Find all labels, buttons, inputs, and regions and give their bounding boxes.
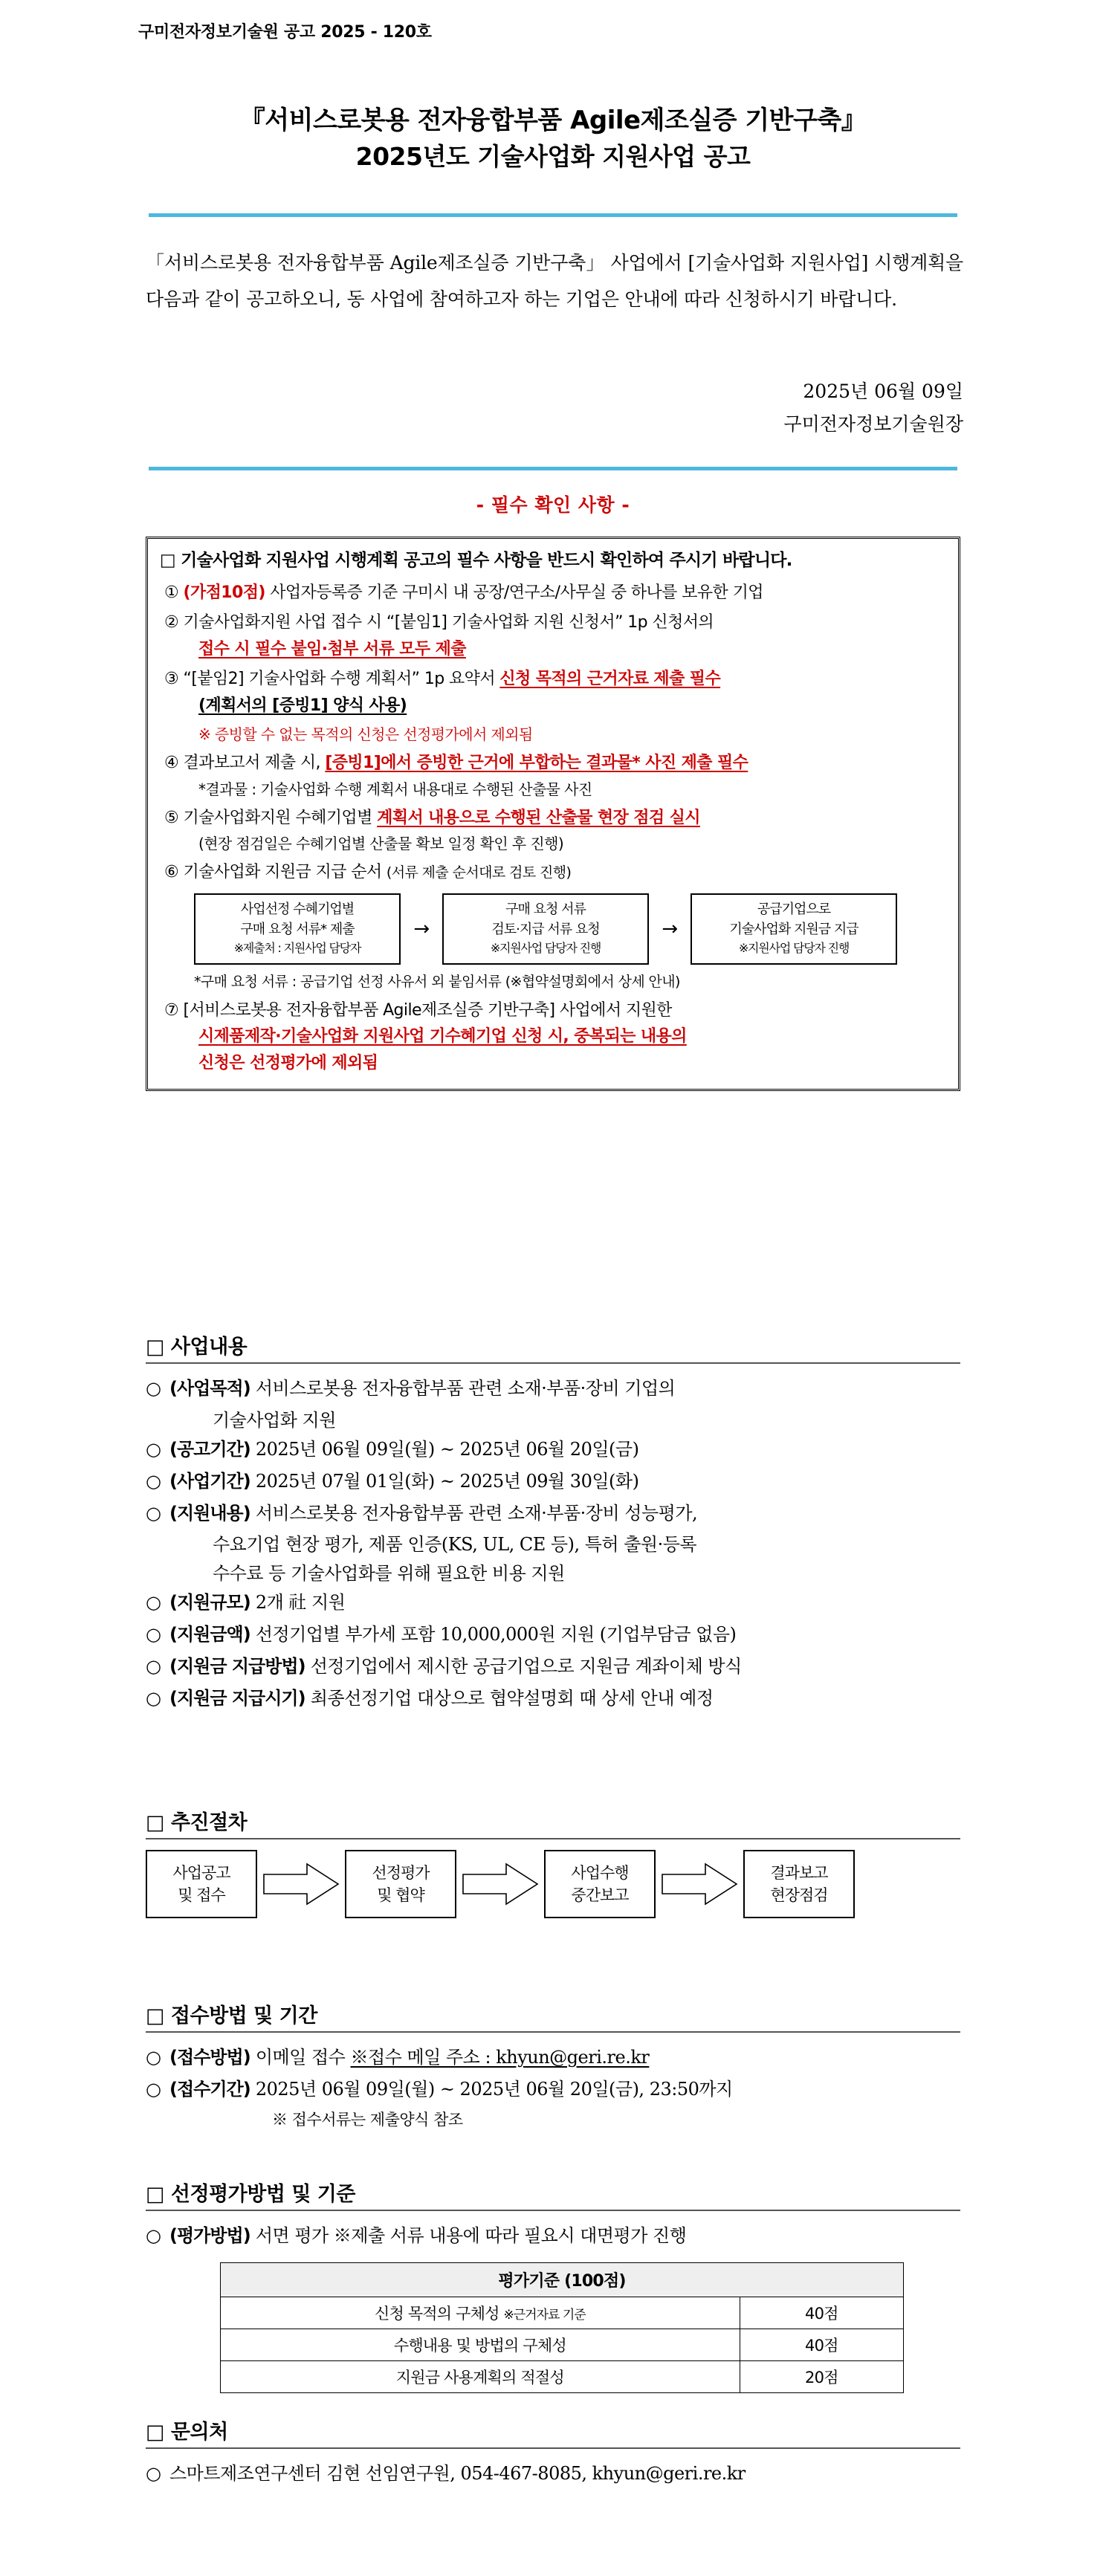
application-method-text: 이메일 접수 xyxy=(250,2047,351,2068)
business-item-payment-timing-body xyxy=(169,1684,960,1713)
payment-flow-step-3 xyxy=(691,893,897,965)
business-section-heading xyxy=(146,1330,960,1364)
section-checkbox-icon: □ xyxy=(146,2421,165,2444)
criteria-name-2: 수행내용 및 방법의 구체성 xyxy=(221,2329,740,2360)
criteria-score-1: 40점 xyxy=(740,2297,903,2329)
essential-item-5 xyxy=(164,805,946,856)
business-item-support-content-label: (지원내용) xyxy=(169,1502,250,1524)
item-1-text: 사업자등록증 기준 구미시 내 공장/연구소/사무실 중 하나를 보유한 기업 xyxy=(265,583,763,602)
checkbox-icon: □ xyxy=(160,551,175,570)
announcement-number: 구미전자정보기술원 공고 2025 - 120호 xyxy=(138,23,432,42)
evaluation-method-text: 서면 평가 ※제출 서류 내용에 따라 필요시 대면평가 진행 xyxy=(250,2225,687,2246)
payment-step-3-line-1: 공급기업으로 xyxy=(757,901,831,917)
contact-item xyxy=(146,2459,960,2488)
bullet-icon: ○ xyxy=(146,2225,161,2246)
evaluation-method-label: (평가방법) xyxy=(169,2225,250,2246)
procedure-arrow-2-icon xyxy=(456,1863,544,1906)
criteria-name-1-note: ※근거자료 기준 xyxy=(503,2307,586,2323)
business-item-project-period-body xyxy=(169,1467,960,1496)
essential-checklist-box xyxy=(146,537,960,1091)
item-6-footnote: *구매 요청 서류 : 공급기업 선정 사유서 외 붙임서류 (※협약설명회에서 상세 안내) xyxy=(194,973,680,990)
bullet-icon: ○ xyxy=(146,2047,161,2068)
procedure-step-2-line-1: 선정평가 xyxy=(372,1863,430,1882)
business-item-support-scale-text: 2개 社 지원 xyxy=(250,1592,346,1614)
contact-details: 스마트제조연구센터 김현 선임연구원, 054-467-8085, khyun@geri.re.kr xyxy=(169,2463,746,2484)
payment-step-2-line-2: 검토·지급 서류 요청 xyxy=(491,921,600,937)
accent-divider-mid xyxy=(149,467,957,470)
table-row xyxy=(221,2360,904,2392)
application-section-heading xyxy=(146,1999,960,2033)
essential-item-3 xyxy=(164,666,946,746)
item-4-emphasis: [증빙1]에서 증빙한 근거에 부합하는 결과물* 사진 제출 필수 xyxy=(325,754,748,773)
accent-divider-top xyxy=(149,213,957,217)
application-period-label: (접수기간) xyxy=(169,2078,250,2100)
criteria-score-3: 20점 xyxy=(740,2360,903,2392)
procedure-step-1 xyxy=(146,1850,257,1918)
section-evaluation xyxy=(146,2178,960,2393)
item-7-number: ⑦ xyxy=(164,1000,179,1020)
procedure-arrow-1-icon xyxy=(257,1863,345,1906)
criteria-name-1 xyxy=(221,2297,740,2329)
procedure-step-4-line-1: 결과보고 xyxy=(770,1863,828,1882)
bullet-icon: ○ xyxy=(146,1624,161,1645)
criteria-name-1-text: 신청 목적의 구체성 xyxy=(374,2304,504,2323)
item-1-number: ① xyxy=(164,583,179,602)
payment-step-1-line-3: ※제출처 : 지원사업 담당자 xyxy=(233,940,361,955)
business-item-support-amount-label: (지원금액) xyxy=(169,1624,250,1645)
business-item-payment-method xyxy=(146,1652,960,1681)
item-7-emphasis-cont: 신청은 선정평가에 제외됨 xyxy=(198,1053,378,1072)
bullet-icon: ○ xyxy=(146,1438,161,1460)
table-header-row xyxy=(221,2262,904,2297)
table-row xyxy=(221,2297,904,2329)
procedure-step-4 xyxy=(743,1850,855,1918)
item-3-text: “[붙임2] 기술사업화 수행 계획서” 1p 요약서 xyxy=(178,670,500,689)
item-6-text: 기술사업화 지원금 지급 순서 xyxy=(178,863,387,882)
section-application xyxy=(146,1999,960,2132)
procedure-step-2-line-2: 및 협약 xyxy=(377,1886,424,1904)
bullet-icon: ○ xyxy=(146,1378,161,1399)
business-item-purpose-cont: 기술사업화 지원 xyxy=(213,1409,336,1431)
business-item-support-content-cont: 수요기업 현장 평가, 제품 인증(KS, UL, CE 등), 특허 출원·등록 xyxy=(213,1534,697,1556)
essential-item-4 xyxy=(164,750,946,801)
bullet-icon: ○ xyxy=(146,1592,161,1614)
table-row xyxy=(221,2329,904,2360)
business-item-support-scale-label: (지원규모) xyxy=(169,1592,250,1614)
signature-organization: 구미전자정보기술원장 xyxy=(783,412,963,435)
essential-item-7 xyxy=(164,997,946,1077)
payment-step-1-line-1: 사업선정 수혜기업별 xyxy=(240,901,355,917)
item-3-form-note: (계획서의 [증빙1] 양식 사용) xyxy=(198,696,407,715)
item-4-number: ④ xyxy=(164,754,179,773)
intro-paragraph: 「서비스로봇용 전자융합부품 Agile제조실증 기반구축」 사업에서 [기술사업화 지원사업] 시행계획을 다음과 같이 공고하오니, 동 사업에 참여하고자 하는 기업은 안내에 따라 신청하시기 바랍니다. xyxy=(146,252,963,310)
business-item-project-period-label: (사업기간) xyxy=(169,1470,250,1492)
section-checkbox-icon: □ xyxy=(146,2183,165,2206)
item-4-subnote: *결과물 : 기술사업화 수행 계획서 내용대로 수행된 산출물 사진 xyxy=(198,780,592,798)
contact-heading-text: 문의처 xyxy=(170,2421,228,2444)
item-5-emphasis: 계획서 내용으로 수행된 산출물 현장 점검 실시 xyxy=(377,808,700,827)
evaluation-method xyxy=(146,2221,960,2250)
business-item-notice-period-label: (공고기간) xyxy=(169,1438,250,1460)
procedure-arrow-3-icon xyxy=(656,1863,743,1906)
signature-block xyxy=(783,375,963,441)
essential-heading: - 필수 확인 사항 - xyxy=(476,494,630,516)
payment-step-3-line-2: 기술사업화 지원금 지급 xyxy=(729,921,858,937)
item-1-bonus-points: (가점10점) xyxy=(183,583,265,602)
bullet-icon: ○ xyxy=(146,2078,161,2100)
business-item-support-amount-text: 선정기업별 부가세 포함 10,000,000원 지원 (기업부담금 없음) xyxy=(250,1624,737,1645)
business-item-notice-period-text: 2025년 06월 09일(월) ~ 2025년 06월 20일(금) xyxy=(250,1438,639,1460)
essential-item-2 xyxy=(164,609,946,662)
procedure-step-3 xyxy=(544,1850,656,1918)
business-item-payment-timing-label: (지원금 지급시기) xyxy=(169,1687,305,1709)
title-line-2: 2025년도 기술사업화 지원사업 공고 xyxy=(355,141,751,171)
business-heading-text: 사업내용 xyxy=(170,1336,248,1359)
section-checkbox-icon: □ xyxy=(146,2004,165,2028)
procedure-heading-text: 추진절차 xyxy=(170,1811,248,1834)
payment-flow-step-2 xyxy=(442,893,649,965)
procedure-flow-diagram xyxy=(146,1850,960,1918)
bullet-icon: ○ xyxy=(146,1470,161,1492)
item-7-text: [서비스로봇용 전자융합부품 Agile제조실증 기반구축] 사업에서 지원한 xyxy=(178,1000,672,1020)
bullet-icon: ○ xyxy=(146,1687,161,1709)
procedure-section-heading xyxy=(146,1806,960,1839)
application-note: ※ 접수서류는 제출양식 참조 xyxy=(272,2110,463,2129)
procedure-step-4-line-2: 현장점검 xyxy=(770,1886,828,1904)
payment-flow-step-1 xyxy=(194,893,401,965)
business-item-support-content-body xyxy=(169,1499,960,1528)
procedure-step-1-line-1: 사업공고 xyxy=(172,1863,230,1882)
item-2-text: 기술사업화지원 사업 접수 시 “[붙임1] 기술사업화 지원 신청서” 1p 신청서의 xyxy=(178,613,714,632)
item-5-number: ⑤ xyxy=(164,808,179,827)
payment-step-2-line-1: 구매 요청 서류 xyxy=(505,901,586,917)
business-item-purpose-body xyxy=(169,1374,960,1403)
evaluation-method-body xyxy=(169,2221,960,2250)
business-item-project-period xyxy=(146,1467,960,1496)
business-item-payment-timing-text: 최종선정기업 대상으로 협약설명회 때 상세 안내 예정 xyxy=(305,1687,714,1709)
application-heading-text: 접수방법 및 기간 xyxy=(170,2004,317,2028)
business-item-support-content xyxy=(146,1499,960,1528)
section-procedure xyxy=(146,1806,960,1918)
application-period-body xyxy=(169,2075,960,2104)
page-title xyxy=(0,104,1106,175)
application-email-link[interactable]: ※접수 메일 주소 : khyun@geri.re.kr xyxy=(350,2047,650,2068)
payment-arrow-1-icon: → xyxy=(413,917,430,940)
evaluation-criteria-table xyxy=(220,2262,904,2393)
business-item-payment-timing xyxy=(146,1684,960,1713)
item-7-emphasis: 시제품제작·기술사업화 지원사업 기수혜기업 신청 시, 중복되는 내용의 xyxy=(198,1027,687,1046)
criteria-score-2: 40점 xyxy=(740,2329,903,2360)
signature-date: 2025년 06월 09일 xyxy=(803,381,963,402)
bullet-icon: ○ xyxy=(146,1655,161,1677)
item-5-text: 기술사업화지원 수혜기업별 xyxy=(178,808,378,827)
business-item-purpose-label: (사업목적) xyxy=(169,1378,250,1399)
contact-section-heading xyxy=(146,2415,960,2449)
payment-step-1-line-2: 구매 요청 서류* 제출 xyxy=(240,921,355,937)
application-period-text: 2025년 06월 09일(월) ~ 2025년 06월 20일(금), 23:50까지 xyxy=(250,2078,733,2100)
item-3-emphasis: 신청 목적의 근거자료 제출 필수 xyxy=(499,670,721,689)
procedure-step-1-line-2: 및 접수 xyxy=(178,1886,225,1904)
essential-box-title-text: 기술사업화 지원사업 시행계획 공고의 필수 사항을 반드시 확인하여 주시기 바랍니다. xyxy=(181,551,792,570)
application-method xyxy=(146,2043,960,2072)
evaluation-section-heading xyxy=(146,2178,960,2211)
application-method-body xyxy=(169,2043,960,2072)
business-item-support-content-cont2: 수수료 등 기술사업화를 위해 필요한 비용 지원 xyxy=(213,1563,565,1585)
business-item-payment-method-label: (지원금 지급방법) xyxy=(169,1655,305,1677)
essential-item-6 xyxy=(164,859,946,993)
business-item-notice-period-body xyxy=(169,1435,960,1464)
procedure-step-3-line-2: 중간보고 xyxy=(571,1886,629,1904)
application-period xyxy=(146,2075,960,2104)
section-contact xyxy=(146,2415,960,2491)
procedure-step-3-line-1: 사업수행 xyxy=(571,1863,629,1882)
payment-step-3-line-3: ※지원사업 담당자 진행 xyxy=(738,940,850,955)
business-item-project-period-text: 2025년 07월 01일(화) ~ 2025년 09월 30일(화) xyxy=(250,1470,639,1492)
item-5-subnote: (현장 점검일은 수혜기업별 산출물 확보 일정 확인 후 진행) xyxy=(198,835,564,853)
item-6-paren: (서류 제출 순서대로 검토 진행) xyxy=(386,864,572,881)
business-item-notice-period xyxy=(146,1435,960,1464)
item-3-exclusion-note: ※ 증빙할 수 없는 목적의 신청은 선정평가에서 제외됨 xyxy=(198,725,533,743)
evaluation-heading-text: 선정평가방법 및 기준 xyxy=(170,2183,355,2206)
payment-step-2-line-3: ※지원사업 담당자 진행 xyxy=(490,940,601,955)
table-header-title: 평가기준 (100점) xyxy=(221,2262,904,2297)
application-method-label: (접수방법) xyxy=(169,2047,250,2068)
business-item-purpose-text: 서비스로봇용 전자융합부품 관련 소재·부품·장비 기업의 xyxy=(250,1378,676,1399)
business-item-support-scale-body xyxy=(169,1588,960,1617)
payment-arrow-2-icon: → xyxy=(662,917,678,940)
business-item-payment-method-text: 선정기업에서 제시한 공급기업으로 지원금 계좌이체 방식 xyxy=(305,1655,742,1677)
title-line-1: 『서비스로봇용 전자융합부품 Agile제조실증 기반구축』 xyxy=(239,106,867,135)
bullet-icon: ○ xyxy=(146,2463,161,2484)
procedure-step-2 xyxy=(345,1850,456,1918)
item-6-number: ⑥ xyxy=(164,863,179,882)
section-checkbox-icon: □ xyxy=(146,1336,165,1359)
essential-box-title xyxy=(160,548,946,574)
bullet-icon: ○ xyxy=(146,1502,161,1524)
business-item-support-content-text: 서비스로봇용 전자융합부품 관련 소재·부품·장비 성능평가, xyxy=(250,1502,698,1524)
criteria-name-3: 지원금 사용계획의 적절성 xyxy=(221,2360,740,2392)
essential-item-1 xyxy=(164,580,946,606)
business-item-support-scale xyxy=(146,1588,960,1617)
business-item-support-amount-body xyxy=(169,1620,960,1649)
item-2-emphasis: 접수 시 필수 붙임·첨부 서류 모두 제출 xyxy=(198,639,466,658)
section-checkbox-icon: □ xyxy=(146,1811,165,1834)
business-item-support-amount xyxy=(146,1620,960,1649)
section-business-content xyxy=(146,1330,960,1716)
item-2-number: ② xyxy=(164,613,179,632)
item-3-number: ③ xyxy=(164,670,179,689)
item-4-text: 결과보고서 제출 시, xyxy=(178,754,326,773)
business-item-payment-method-body xyxy=(169,1652,960,1681)
business-item-purpose xyxy=(146,1374,960,1403)
payment-flow-diagram xyxy=(194,893,946,965)
